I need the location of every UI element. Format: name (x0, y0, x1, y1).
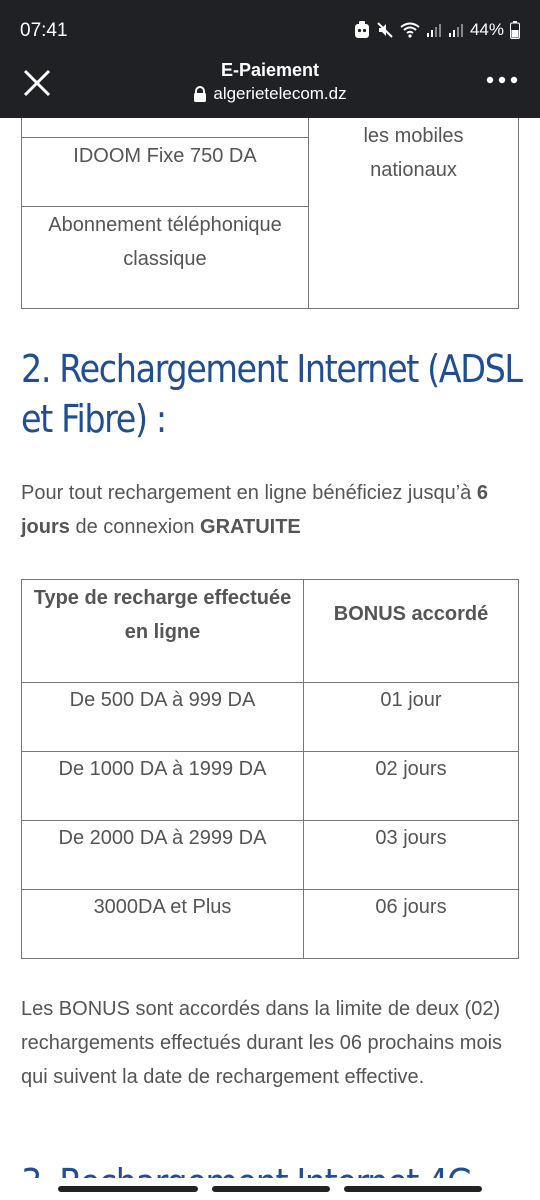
url-text: algerietelecom.dz (213, 84, 347, 103)
table-cell (22, 118, 309, 138)
page-title: E-Paiement (220, 60, 320, 80)
cell-text: les mobiles nationaux (363, 125, 464, 181)
nav-home-handle[interactable] (212, 1186, 330, 1192)
table-cell: IDOOM Fixe 750 DA (22, 138, 309, 207)
status-icons (354, 20, 520, 40)
custom-tab-toolbar (0, 60, 540, 118)
table-cell: 01 jour (304, 683, 519, 752)
section-heading: 2. Rechargement Internet (ADSL et Fibre) : (21, 347, 522, 441)
battery-icon (510, 21, 520, 39)
table-row (22, 752, 519, 821)
bonus-note: Les BONUS sont accordés dans la limite de deux (02) rechargements effectués durant les 06 prochains mois qui suivent la date de rechargement effective. (21, 998, 503, 1088)
table-cell: De 500 DA à 999 DA (22, 683, 304, 752)
nav-back-handle[interactable] (344, 1186, 482, 1192)
intro-bold-days: 6 jours (21, 482, 488, 538)
more-options-icon[interactable] (486, 74, 518, 86)
intro-text: de connexion (69, 516, 201, 538)
url-display[interactable] (0, 84, 540, 104)
table-row (22, 821, 519, 890)
table-cell: 02 jours (304, 752, 519, 821)
table-row (22, 890, 519, 959)
battery-percent: 44% (469, 20, 504, 39)
table-row (22, 683, 519, 752)
table-cell: 3000DA et Plus (22, 890, 304, 959)
signal-icon-2 (448, 22, 464, 38)
column-header: BONUS accordé (304, 580, 519, 683)
bonus-table (21, 579, 519, 959)
table-header-row (22, 580, 519, 683)
signal-icon-1 (426, 22, 442, 38)
lock-icon (193, 86, 207, 103)
column-header: Type de recharge effectuée en ligne (22, 580, 304, 683)
table-cell: 06 jours (304, 890, 519, 959)
intro-bold-free: GRATUITE (200, 516, 301, 538)
nav-recents-handle[interactable] (58, 1186, 198, 1192)
intro-paragraph (21, 476, 521, 544)
table-cell: 03 jours (304, 821, 519, 890)
notification-app-icon (354, 21, 370, 39)
calls-table (21, 118, 519, 309)
web-content[interactable] (0, 118, 540, 1200)
wifi-icon (400, 22, 420, 38)
table-cell: Abonnement téléphonique classique (22, 207, 309, 309)
system-navigation-bar (0, 1178, 540, 1200)
status-bar (0, 0, 540, 60)
mute-icon (376, 21, 394, 39)
table-cell: De 1000 DA à 1999 DA (22, 752, 304, 821)
table-cell: De 2000 DA à 2999 DA (22, 821, 304, 890)
status-time: 07:41 (20, 20, 68, 41)
intro-text: Pour tout rechargement en ligne bénéficiez jusqu’à (21, 482, 477, 504)
table-cell-right (309, 118, 519, 309)
